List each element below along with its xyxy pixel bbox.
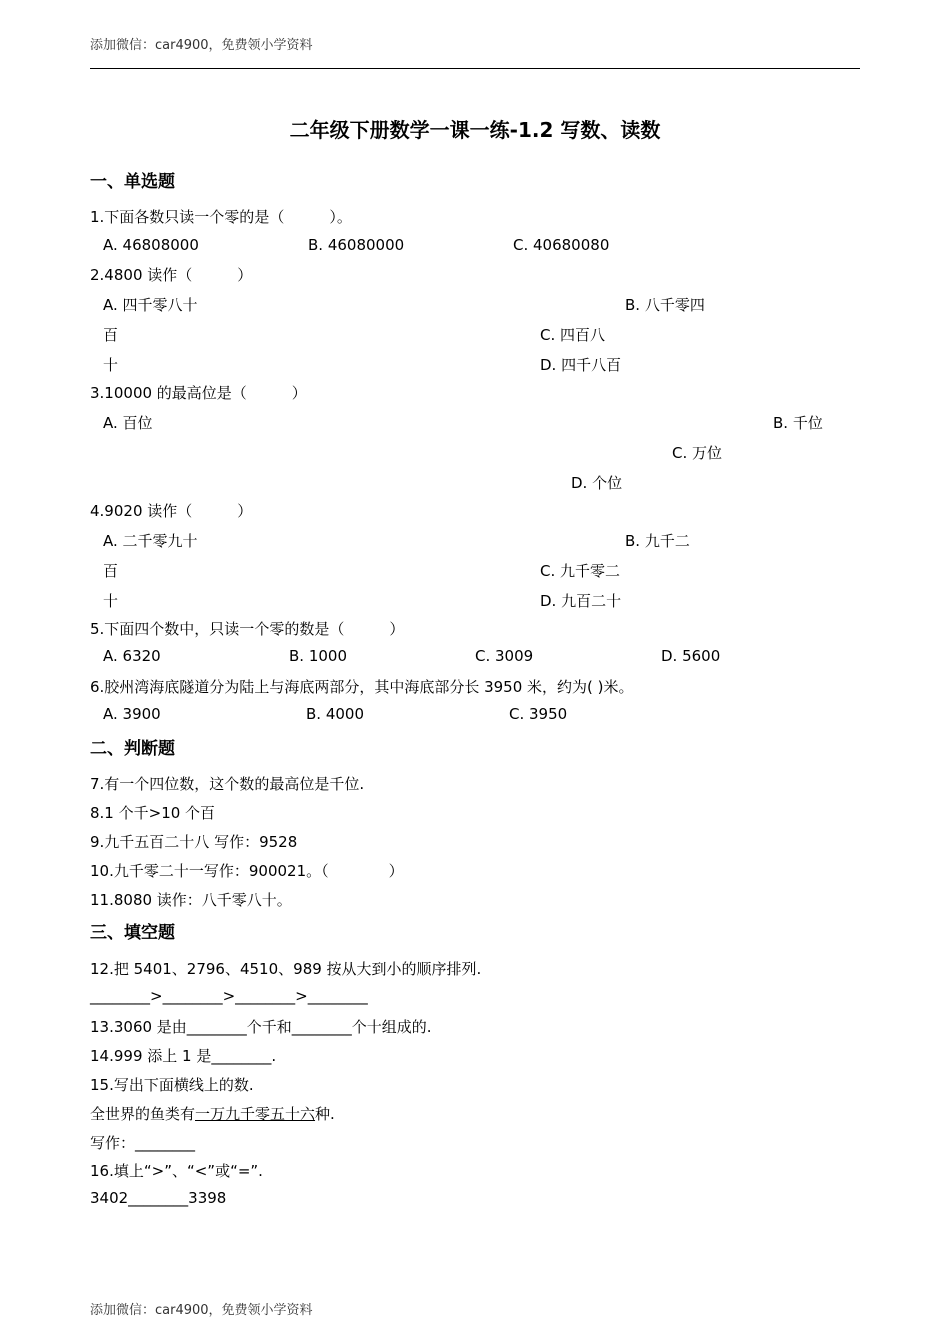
q5-option-d: D. 5600 xyxy=(661,647,721,665)
q3-option-b: B. 千位 xyxy=(773,414,823,432)
q1-option-c: C. 40680080 xyxy=(513,236,610,254)
doc-title: 二年级下册数学一课一练-1.2 写数、读数 xyxy=(289,118,661,142)
q2-option-d: D. 四千八百 xyxy=(540,356,622,374)
question-12: 12.把 5401、2796、4510、989 按从大到小的顺序排列. xyxy=(90,960,482,978)
q6-option-b: B. 4000 xyxy=(306,705,365,723)
q4-option-a-cont2: 十 xyxy=(103,592,119,610)
q2-option-b: B. 八千零四 xyxy=(625,296,705,314)
question-5: 5.下面四个数中，只读一个零的数是（ ） xyxy=(90,620,405,638)
q15-write-blank: 写作：________ xyxy=(90,1134,196,1152)
question-8: 8.1 个千>10 个百 xyxy=(90,804,216,822)
q5-option-c: C. 3009 xyxy=(475,647,534,665)
section-true-false: 二、判断题 xyxy=(90,739,175,759)
q16-compare-blank: 3402________3398 xyxy=(90,1189,227,1207)
q3-option-a: A. 百位 xyxy=(103,414,153,432)
q4-option-d: D. 九百二十 xyxy=(540,592,622,610)
q15-sentence-post: 种. xyxy=(315,1105,335,1123)
q15-sentence xyxy=(90,1103,335,1124)
section-fill-blank: 三、填空题 xyxy=(90,923,175,943)
question-3: 3.10000 的最高位是（ ） xyxy=(90,384,307,402)
q2-option-a-cont1: 百 xyxy=(103,326,119,344)
q3-option-d: D. 个位 xyxy=(571,474,623,492)
q4-option-a: A. 二千零九十 xyxy=(103,532,198,550)
q4-option-b: B. 九千二 xyxy=(625,532,690,550)
q2-option-c: C. 四百八 xyxy=(540,326,606,344)
question-7: 7.有一个四位数，这个数的最高位是千位. xyxy=(90,775,365,793)
question-10: 10.九千零二十一写作：900021。（ ） xyxy=(90,862,404,880)
question-11: 11.8080 读作：八千零八十。 xyxy=(90,891,292,909)
question-9: 9.九千五百二十八 写作：9528 xyxy=(90,833,298,851)
q1-option-b: B. 46080000 xyxy=(308,236,405,254)
question-15: 15.写出下面横线上的数. xyxy=(90,1076,254,1094)
q1-option-a: A. 46808000 xyxy=(103,236,199,254)
question-16: 16.填上“>”、“<”或“=”. xyxy=(90,1162,263,1180)
question-14: 14.999 添上 1 是________. xyxy=(90,1047,277,1065)
section-single-choice: 一、单选题 xyxy=(90,172,175,192)
question-13: 13.3060 是由________个千和________个十组成的. xyxy=(90,1018,432,1036)
q15-sentence-pre: 全世界的鱼类有 xyxy=(90,1105,196,1123)
page-footer: 添加微信：car4900，免费领小学资料 xyxy=(90,1303,313,1318)
q3-option-c: C. 万位 xyxy=(672,444,723,462)
q12-answer-blanks: ________>________>________>________ xyxy=(90,987,368,1005)
header-rule xyxy=(90,68,860,69)
q4-option-a-cont1: 百 xyxy=(103,562,119,580)
q5-option-b: B. 1000 xyxy=(289,647,348,665)
q2-option-a-cont2: 十 xyxy=(103,356,119,374)
question-4: 4.9020 读作（ ） xyxy=(90,502,253,520)
question-2: 2.4800 读作（ ） xyxy=(90,266,253,284)
page-header: 添加微信：car4900，免费领小学资料 xyxy=(90,38,313,53)
question-6: 6.胶州湾海底隧道分为陆上与海底两部分，其中海底部分长 3950 米，约为( )米。 xyxy=(90,678,634,696)
question-1: 1.下面各数只读一个零的是（ ）。 xyxy=(90,208,352,226)
q4-option-c: C. 九千零二 xyxy=(540,562,621,580)
q5-option-a: A. 6320 xyxy=(103,647,161,665)
q2-option-a: A. 四千零八十 xyxy=(103,296,198,314)
q6-option-c: C. 3950 xyxy=(509,705,568,723)
q6-option-a: A. 3900 xyxy=(103,705,161,723)
q15-underlined-number: 一万九千零五十六 xyxy=(195,1105,316,1123)
